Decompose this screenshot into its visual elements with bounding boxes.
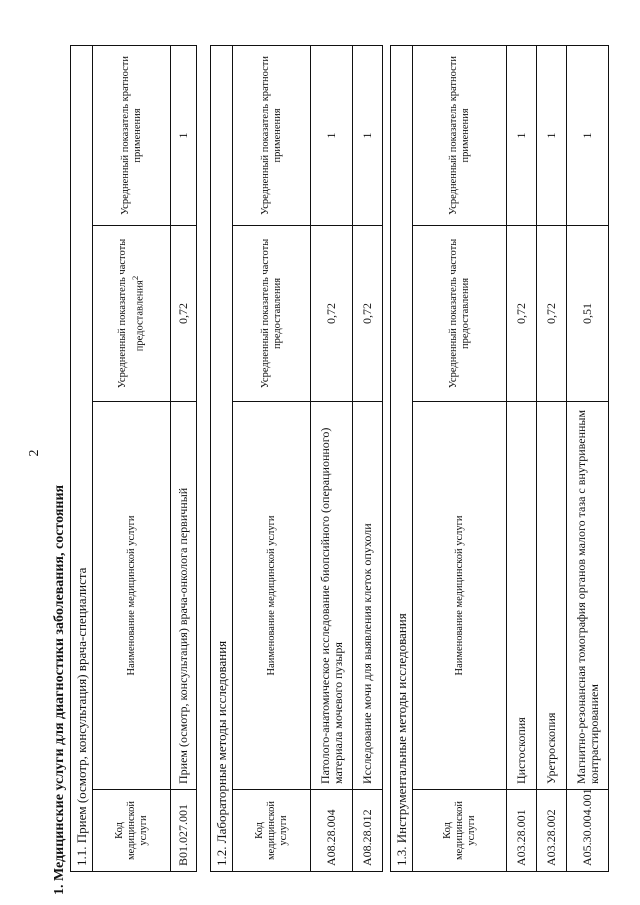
subsection-title: 1.1. Прием (осмотр, консультация) врача-специалиста <box>71 45 93 871</box>
row-frequency: 0,72 <box>537 226 567 402</box>
row-multiplicity: 1 <box>171 45 197 225</box>
row-name: Патолого-анатомическое исследование биопсийного (операционного) материала мочевого пузыря <box>311 402 353 790</box>
row-code: A05.30.004.001 <box>567 790 609 872</box>
header-multiplicity: Усредненный показатель кратности применения <box>233 45 311 225</box>
table-lab-methods <box>210 45 383 872</box>
row-code: A03.28.001 <box>507 790 537 872</box>
row-multiplicity: 1 <box>507 45 537 225</box>
header-code: Код медицинской услуги <box>233 790 311 872</box>
subsection-title: 1.2. Лабораторные методы исследования <box>211 45 233 871</box>
section-title: 1. Медицинские услуги для диагностики заболевания, состояния <box>52 484 67 895</box>
table-specialist-visits <box>70 45 197 872</box>
rotated-page-content <box>50 40 630 895</box>
row-code: A08.28.004 <box>311 790 353 872</box>
row-frequency: 0,51 <box>567 226 609 402</box>
header-code: Код медицинской услуги <box>413 790 507 872</box>
row-frequency: 0,72 <box>507 226 537 402</box>
table-row <box>507 45 537 871</box>
header-name: Наименование медицинской услуги <box>413 402 507 790</box>
row-name: Уретроскопия <box>537 402 567 790</box>
row-frequency: 0,72 <box>353 226 383 402</box>
header-frequency: Усредненный показатель частоты предоставления <box>233 226 311 402</box>
header-code: Код медицинской услуги <box>93 790 171 872</box>
header-multiplicity: Усредненный показатель кратности применения <box>93 45 171 225</box>
table-row <box>567 45 609 871</box>
row-code: A08.28.012 <box>353 790 383 872</box>
row-multiplicity: 1 <box>537 45 567 225</box>
header-frequency: Усредненный показатель частоты предоставления$^2$ <box>93 226 171 402</box>
table-row <box>171 45 197 871</box>
header-multiplicity: Усредненный показатель кратности применения <box>413 45 507 225</box>
subsection-title: 1.3. Инструментальные методы исследования <box>391 45 413 871</box>
header-frequency: Усредненный показатель частоты предоставления <box>413 226 507 402</box>
row-name: Цистоскопия <box>507 402 537 790</box>
row-name: Исследование мочи для выявления клеток опухоли <box>353 402 383 790</box>
row-multiplicity: 1 <box>311 45 353 225</box>
header-name: Наименование медицинской услуги <box>93 402 171 790</box>
page-number: 2 <box>27 449 42 457</box>
row-multiplicity: 1 <box>567 45 609 225</box>
table-row <box>537 45 567 871</box>
row-code: B01.027.001 <box>171 790 197 872</box>
row-multiplicity: 1 <box>353 45 383 225</box>
row-frequency: 0,72 <box>171 226 197 402</box>
row-code: A03.28.002 <box>537 790 567 872</box>
row-name: Магнитно-резонансная томография органов малого таза с внутривенным контрастированием <box>567 402 609 790</box>
table-row <box>353 45 383 871</box>
row-frequency: 0,72 <box>311 226 353 402</box>
header-name: Наименование медицинской услуги <box>233 402 311 790</box>
table-instrumental-methods <box>390 45 609 872</box>
table-row <box>311 45 353 871</box>
row-name: Прием (осмотр, консультация) врача-онколога первичный <box>171 402 197 790</box>
